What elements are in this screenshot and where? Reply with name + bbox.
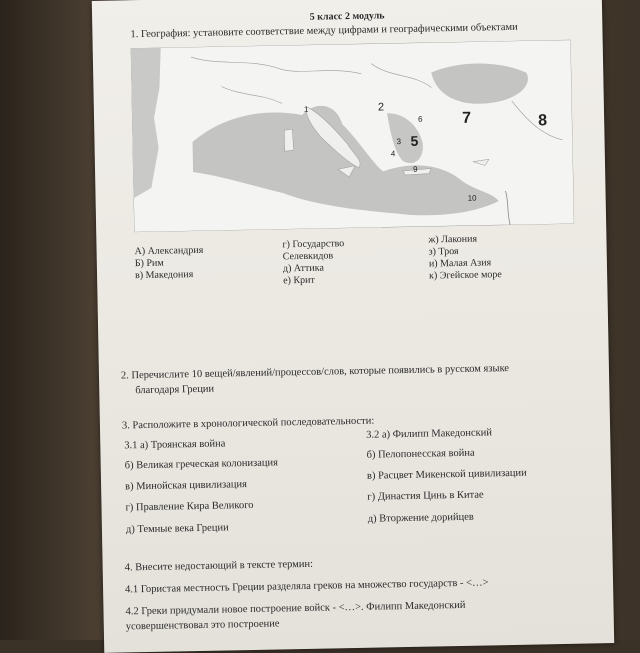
option-g-cont: Селевкидов [282,250,334,263]
map-drawing [131,40,574,232]
map-number-6: 6 [418,114,423,124]
mediterranean-map [131,40,574,232]
option-k: к) Эгейское море [429,269,502,282]
question-2-line-1: 2. Перечислите 10 вещей/явлений/процессов/слов, которые появились в русском языке [120,363,510,382]
map-number-3: 3 [396,137,402,147]
q3-left-item-d: д) Темные века Греции [125,522,229,536]
map-number-9: 9 [412,164,418,174]
q3-left-item-b: б) Великая греческая колонизация [124,457,279,472]
option-z: з) Троя [428,245,459,258]
q3-right-item-a: 3.2 а) Филипп Македонский [366,427,493,441]
map-number-4: 4 [390,149,396,159]
map-number-10: 10 [467,193,477,203]
worksheet-page [92,0,614,653]
option-g: г) Государство [282,238,345,251]
map-number-8: 8 [538,112,548,130]
answer-options-col-a [135,245,204,282]
q3-right-item-g: г) Династия Цинь в Китае [367,489,484,503]
q3-right-item-b: б) Пелопонесская война [366,447,475,461]
option-zh: ж) Лакония [428,233,478,246]
option-i: и) Малая Азия [428,257,492,270]
option-b: Б) Рим [134,257,164,270]
option-e: е) Крит [283,274,315,287]
question-2-text [121,359,591,398]
option-v: в) Македония [134,269,194,282]
q3-left-item-a: 3.1 а) Троянская война [124,438,226,452]
question-3-text: 3. Расположите в хронологической последовательности: [121,415,375,432]
answer-options-col-b [282,238,345,287]
q3-right-item-d: д) Вторжение дорийцев [367,511,474,525]
question-4-item-1: 4.1 Гористая местность Греции разделяла греков на множество государств - <…> [124,577,489,596]
question-4-text: 4. Внесите недостающий в тексте термин: [124,558,314,574]
q3-left-item-v: в) Минойская цивилизация [125,479,248,493]
option-a: А) Александрия [134,244,204,258]
answer-options-col-c [428,233,502,282]
question-4-item-2 [125,595,595,634]
map-number-5: 5 [410,132,419,149]
question-3-left-list [124,436,366,541]
question-4-item-2-line-1: 4.2 Греки придумали новое построение войск - <…>. Филипп Македонский [125,599,466,618]
q3-right-item-v: в) Расцвет Микенской цивилизации [366,467,527,482]
option-d: д) Аттика [282,262,324,275]
map-number-2: 2 [377,101,385,114]
page-title: 5 класс 2 модуль [309,10,385,23]
question-4-item-2-line-2: усовершенствовал это построение [125,618,280,633]
q3-left-item-g: г) Правление Кира Великого [125,499,254,514]
question-2-line-2: благодаря Греции [135,383,215,397]
question-3-right-list [366,425,608,530]
map-number-1: 1 [303,104,309,114]
question-1-text: 1. География: установите соответствие между цифрами и географическими объектами [130,21,518,41]
map-number-7: 7 [461,109,472,127]
